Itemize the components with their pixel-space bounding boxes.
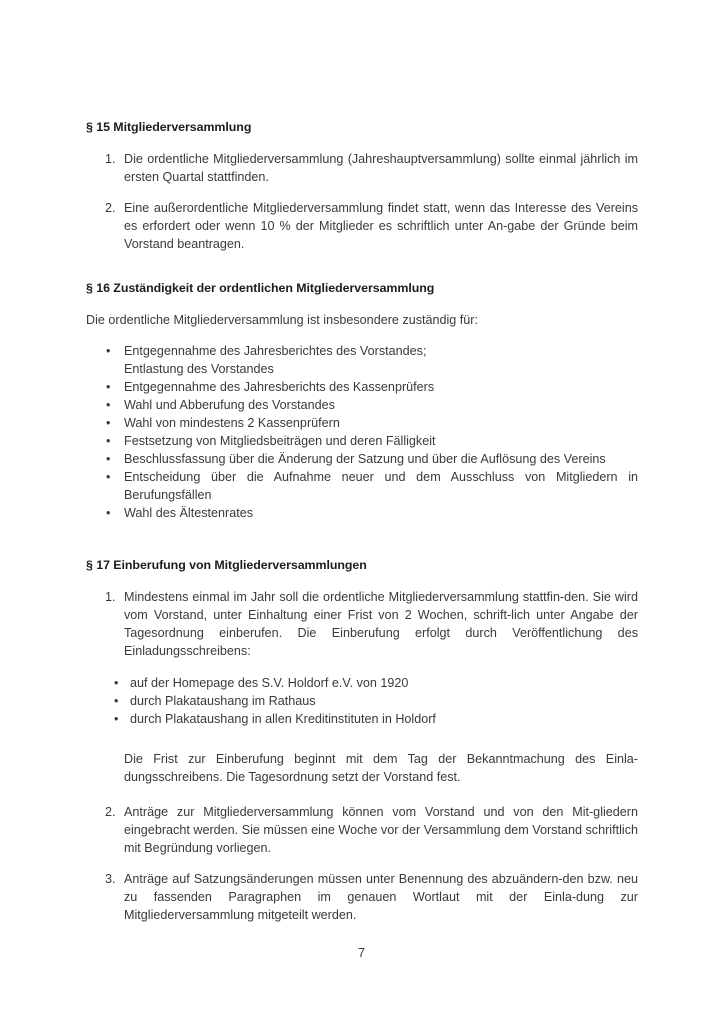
spacer [86,574,638,588]
bullet-icon: • [106,380,111,394]
list-item-marker: 3. [105,872,116,886]
list-item [86,378,638,396]
closing-paragraph-wrapper [86,750,638,786]
bullet-icon: • [106,470,111,484]
list-item-text: Mindestens einmal im Jahr soll die ordentliche Mitgliederversammlung stattfin-den. Sie wird vom Vorstand, unter Einhaltung einer Frist von 2 Wochen, schrift-lich unter Angabe der Tagesordnung einberufen. Die Einberufung erfolgt durch Veröffentlichung des Einladungsschreibens: [124,590,638,658]
list-item [86,870,638,924]
list-item-marker: 2. [105,201,116,215]
list-item [86,803,638,857]
list-item-marker: 1. [105,152,116,166]
list-item-text: Anträge zur Mitgliederversammlung können vom Vorstand und von den Mit-gliedern eingebracht werden. Sie müssen eine Woche vor der Versammlung dem Vorstand schriftlich mit Begründung vorliegen. [124,805,638,855]
section-17-sub-bullet-list [86,674,638,728]
list-item-marker: 1. [105,590,116,604]
list-item [86,414,638,432]
page-content [86,118,638,924]
list-item-marker: 2. [105,805,116,819]
spacer [86,728,638,750]
list-item-text: Wahl des Ältestenrates [124,506,254,520]
list-item [86,396,638,414]
list-item [86,150,638,186]
list-item [86,504,638,522]
section-17-numbered-list [86,588,638,924]
list-item-text: Beschlussfassung über die Änderung der Satzung und über die Auflösung des Vereins [124,452,606,466]
list-item [86,468,638,504]
section-16-intro: Die ordentliche Mitgliederversammlung ist insbesondere zuständig für: [86,313,478,327]
spacer [86,329,638,342]
bullet-icon: • [114,676,119,690]
list-item-text: durch Plakataushang in allen Kreditinstituten in Holdorf [130,712,436,726]
bullet-icon: • [106,452,111,466]
section-heading-16: § 16 Zuständigkeit der ordentlichen Mitgliederversammlung [86,281,435,295]
bullet-icon: • [106,416,111,430]
section-heading-15: § 15 Mitgliederversammlung [86,120,252,134]
list-item-text: Wahl und Abberufung des Vorstandes [124,398,335,412]
bullet-icon: • [106,344,111,358]
list-item [86,692,638,710]
bullet-icon: • [114,694,119,708]
spacer [86,660,638,674]
section-16-bullet-list [86,342,638,522]
list-item-text: Die ordentliche Mitgliederversammlung (Jahreshauptversammlung) sollte einmal jährlich im ersten Quartal stattfinden. [124,152,638,184]
spacer [86,186,638,199]
bullet-icon: • [114,712,119,726]
spacer [86,136,638,150]
bullet-icon: • [106,434,111,448]
bullet-icon: • [106,506,111,520]
spacer [86,297,638,311]
section-17-item-1-closing-text: Die Frist zur Einberufung beginnt mit dem Tag der Bekanntmachung des Einla-dungsschreibens. Die Tagesordnung setzt der Vorstand fest. [124,752,638,784]
list-item [86,432,638,450]
section-heading-17: § 17 Einberufung von Mitgliederversammlungen [86,558,367,572]
spacer [86,786,638,803]
list-item [86,342,638,378]
spacer [86,857,638,870]
spacer [86,522,638,548]
spacer [86,253,638,279]
sub-bullet-wrapper [86,674,638,728]
bullet-icon: • [106,398,111,412]
list-item-text: Entgegennahme des Jahresberichtes des Vorstandes; Entlastung des Vorstandes [124,344,427,376]
list-item-text: Eine außerordentliche Mitgliederversammlung findet statt, wenn das Interesse des Vereins es erfordert oder wenn 10 % der Mitglieder es schriftlich unter An-gabe der Gründe beim Vorstand beantragen. [124,201,638,251]
list-item-text: Entgegennahme des Jahresberichts des Kassenprüfers [124,380,435,394]
list-item [86,588,638,660]
spacer [86,548,638,556]
section-15-numbered-list [86,150,638,253]
list-item [86,710,638,728]
list-item-text: auf der Homepage des S.V. Holdorf e.V. von 1920 [130,676,409,690]
list-item-text: durch Plakataushang im Rathaus [130,694,316,708]
list-item [86,450,638,468]
list-item [86,674,638,692]
list-item-text: Festsetzung von Mitgliedsbeiträgen und deren Fälligkeit [124,434,436,448]
list-item [86,199,638,253]
list-item-text: Anträge auf Satzungsänderungen müssen unter Benennung des abzuändern-den bzw. neu zu fassenden Paragraphen im genauen Wortlaut mit der Einla-dung zur Mitgliederversammlung mitgeteilt werden. [124,872,638,922]
page-number: 7 [357,946,365,960]
list-item-text: Wahl von mindestens 2 Kassenprüfern [124,416,340,430]
list-item-text: Entscheidung über die Aufnahme neuer und dem Ausschluss von Mitgliedern in Berufungsfällen [124,470,638,502]
